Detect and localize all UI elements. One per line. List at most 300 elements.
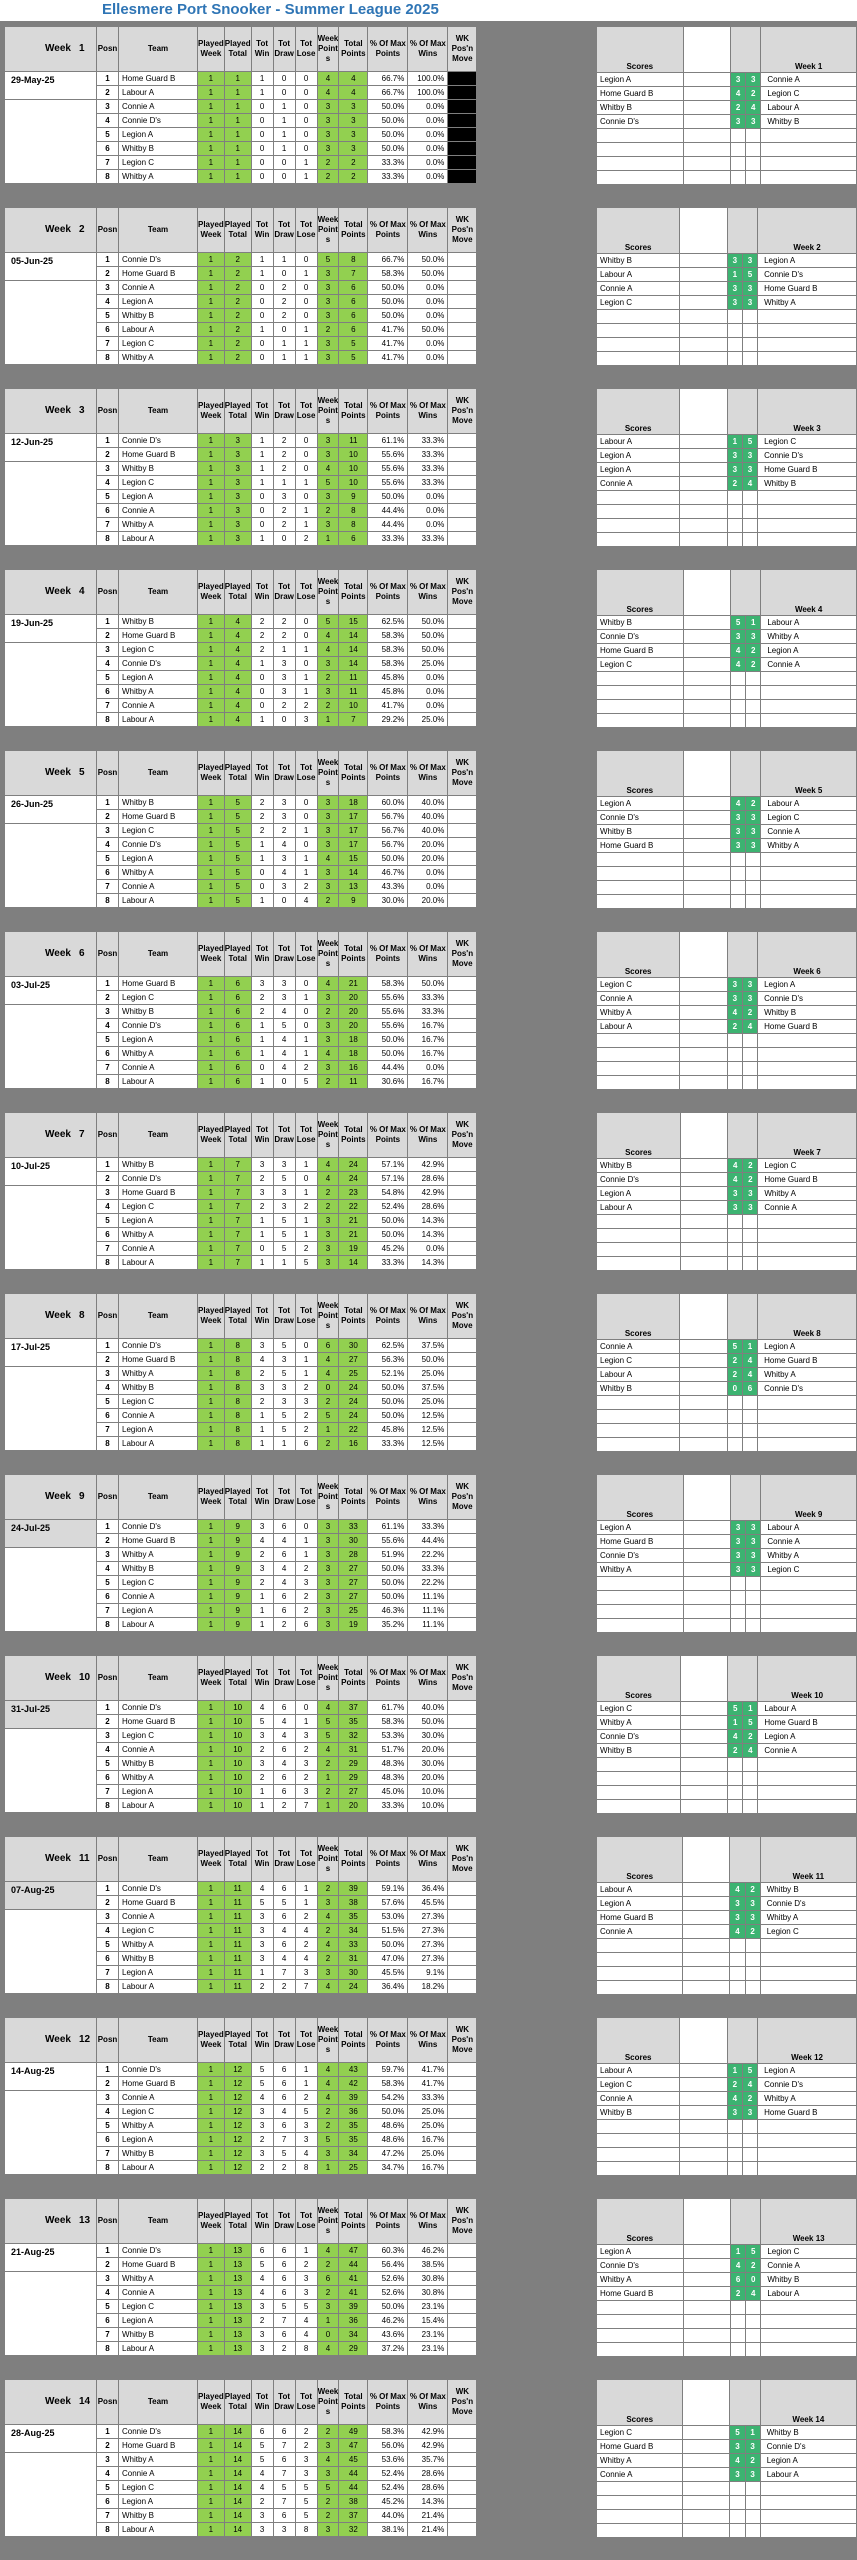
pct-wins: 0.0%: [408, 142, 448, 156]
posn: 8: [97, 2523, 119, 2537]
scores-header-mid: [727, 389, 757, 435]
played-week: 1: [198, 1548, 225, 1562]
col-header-tot-win: Tot Win: [251, 2380, 273, 2425]
col-header-total-points: Total Points: [339, 1113, 368, 1158]
pct-wins: 33.3%: [408, 2091, 448, 2105]
empty-cell: [730, 171, 745, 185]
col-header-pct-points: % Of Max Points: [368, 389, 408, 434]
tot-draw: 6: [273, 1590, 295, 1604]
away-team: Connie A: [758, 1201, 857, 1215]
tot-lose: 2: [295, 699, 317, 713]
home-team: Whitby B: [597, 254, 680, 268]
total-points: 11: [339, 671, 368, 685]
pct-wins: 50.0%: [408, 323, 448, 337]
col-header-total-points: Total Points: [339, 1837, 368, 1882]
tot-win: 5: [251, 2453, 273, 2467]
tot-win: 2: [251, 810, 273, 824]
tot-lose: 2: [295, 2091, 317, 2105]
empty-cell: [761, 129, 857, 143]
empty-cell: [746, 1619, 761, 1633]
team-name: Connie A: [119, 2286, 198, 2300]
away-score: 5: [746, 2245, 761, 2259]
team-name: Home Guard B: [119, 1534, 198, 1548]
played-total: 2: [224, 323, 251, 337]
week-number: 5: [78, 767, 85, 778]
team-name: Home Guard B: [119, 1186, 198, 1200]
empty-cell: [746, 1577, 761, 1591]
position-move: [448, 1186, 477, 1200]
posn: 1: [97, 1701, 119, 1715]
posn: 3: [97, 824, 119, 838]
total-points: 6: [339, 281, 368, 295]
position-move: [448, 351, 477, 365]
pct-wins: 20.0%: [408, 838, 448, 852]
posn: 7: [97, 2147, 119, 2161]
pct-points: 55.6%: [368, 1019, 408, 1033]
col-header-posn: Posn: [97, 1113, 119, 1158]
table-row: [5, 100, 477, 114]
col-header-tot-lose: Tot Lose: [295, 1837, 317, 1882]
played-total: 9: [224, 1548, 251, 1562]
week-word: Week: [45, 1310, 71, 1321]
week-word: Week: [45, 2034, 71, 2045]
pct-points: 46.3%: [368, 1604, 408, 1618]
empty-cell: [597, 1605, 684, 1619]
team-name: Whitby B: [119, 309, 198, 323]
week-points: 4: [317, 2063, 339, 2077]
week-number: 1: [78, 43, 85, 54]
total-points: 44: [339, 2258, 368, 2272]
position-move: [448, 615, 477, 629]
week-word: Week: [45, 224, 71, 235]
tot-win: 2: [251, 1395, 273, 1409]
tot-lose: 1: [295, 1214, 317, 1228]
col-header-played-week: Played Week: [198, 751, 225, 796]
week-points: 3: [317, 1590, 339, 1604]
table-row: [5, 2244, 477, 2258]
match-row: [597, 282, 857, 296]
tot-win: 1: [251, 894, 273, 908]
team-name: Home Guard B: [119, 1896, 198, 1910]
away-team: Legion A: [758, 2064, 857, 2078]
away-score: 5: [742, 268, 757, 282]
empty-cell: [746, 895, 761, 909]
scores-header: Scores: [597, 1475, 684, 1521]
empty-cell: [597, 2301, 684, 2315]
home-score: 4: [730, 658, 745, 672]
tot-win: 2: [251, 2495, 273, 2509]
tot-win: 1: [251, 1033, 273, 1047]
week-points: 3: [317, 1562, 339, 1576]
played-week: 1: [198, 1200, 225, 1214]
table-row: [5, 1005, 477, 1019]
col-header-pct-wins: % Of Max Wins: [408, 2380, 448, 2425]
pct-wins: 12.5%: [408, 1437, 448, 1451]
pct-points: 44.4%: [368, 504, 408, 518]
empty-row: [597, 2343, 857, 2357]
col-header-tot-lose: Tot Lose: [295, 2199, 317, 2244]
tot-draw: 1: [273, 476, 295, 490]
played-total: 6: [224, 977, 251, 991]
home-score: 3: [730, 1521, 745, 1535]
tot-lose: 2: [295, 1743, 317, 1757]
empty-row: [597, 1758, 857, 1772]
pct-points: 50.0%: [368, 1395, 408, 1409]
col-header-posn: Posn: [97, 751, 119, 796]
tot-lose: 3: [295, 1576, 317, 1590]
empty-cell: [758, 1257, 857, 1271]
tot-win: 2: [251, 1200, 273, 1214]
empty-cell: [680, 324, 727, 338]
tot-lose: 0: [295, 838, 317, 852]
team-name: Whitby A: [119, 2272, 198, 2286]
position-move: [448, 1924, 477, 1938]
standings-table: [4, 931, 477, 1089]
tot-win: 1: [251, 1047, 273, 1061]
pct-points: 66.7%: [368, 72, 408, 86]
match-row: [597, 1883, 857, 1897]
posn: 4: [97, 1743, 119, 1757]
posn: 4: [97, 838, 119, 852]
empty-cell: [758, 1034, 857, 1048]
posn: 4: [97, 2467, 119, 2481]
total-points: 19: [339, 1242, 368, 1256]
home-score: 4: [730, 644, 745, 658]
home-team: Connie D's: [597, 1730, 681, 1744]
tot-draw: 4: [273, 1033, 295, 1047]
pct-points: 50.0%: [368, 128, 408, 142]
empty-cell: [742, 2162, 757, 2176]
scores-header: Scores: [597, 208, 680, 254]
pct-wins: 16.7%: [408, 1075, 448, 1089]
col-header-played-total: Played Total: [224, 2199, 251, 2244]
played-total: 11: [224, 1952, 251, 1966]
week-points: 3: [317, 1228, 339, 1242]
pct-points: 55.6%: [368, 448, 408, 462]
score-spacer: [680, 2078, 727, 2092]
score-spacer: [680, 992, 727, 1006]
week-date: 19-Jun-25: [5, 615, 97, 643]
week-points: 2: [317, 1005, 339, 1019]
team-name: Connie D's: [119, 2063, 198, 2077]
total-points: 15: [339, 852, 368, 866]
home-team: Legion A: [597, 449, 680, 463]
empty-cell: [597, 2343, 684, 2357]
played-week: 1: [198, 2133, 225, 2147]
tot-draw: 3: [273, 991, 295, 1005]
tot-draw: 6: [273, 1604, 295, 1618]
posn: 5: [97, 1214, 119, 1228]
empty-cell: [743, 1772, 758, 1786]
away-score: 3: [746, 1549, 761, 1563]
match-row: [597, 1897, 857, 1911]
played-week: 1: [198, 1228, 225, 1242]
week-date: 21-Aug-25: [5, 2244, 97, 2272]
empty-cell: [746, 157, 761, 171]
total-points: 17: [339, 838, 368, 852]
away-team: Connie A: [761, 825, 857, 839]
played-week: 1: [198, 2314, 225, 2328]
away-team: Legion C: [760, 1925, 856, 1939]
position-move: [448, 894, 477, 908]
home-team: Whitby A: [597, 1716, 681, 1730]
scores-header: Scores: [597, 751, 684, 797]
empty-cell: [683, 700, 730, 714]
home-team: Labour A: [597, 1368, 680, 1382]
empty-cell: [683, 2301, 730, 2315]
total-points: 14: [339, 657, 368, 671]
empty-cell: [742, 1424, 757, 1438]
standings-table: [4, 569, 477, 727]
empty-cell: [597, 2510, 683, 2524]
tot-lose: 2: [295, 1381, 317, 1395]
col-header-played-week: Played Week: [198, 1475, 225, 1520]
table-row: [5, 643, 477, 657]
pct-points: 59.7%: [368, 2063, 408, 2077]
away-score: 3: [746, 839, 761, 853]
team-name: Whitby A: [119, 2453, 198, 2467]
pct-wins: 0.0%: [408, 337, 448, 351]
match-row: [597, 463, 857, 477]
home-team: Home Guard B: [597, 1911, 683, 1925]
pct-points: 45.0%: [368, 1785, 408, 1799]
position-move: [448, 1910, 477, 1924]
posn: 5: [97, 1033, 119, 1047]
position-move: [448, 2342, 477, 2356]
tot-lose: 1: [295, 504, 317, 518]
week-block: [0, 383, 857, 556]
empty-cell: [743, 1243, 758, 1257]
empty-cell: [683, 129, 730, 143]
empty-row: [597, 2510, 857, 2524]
played-total: 13: [224, 2300, 251, 2314]
score-spacer: [683, 825, 730, 839]
empty-cell: [742, 1034, 757, 1048]
empty-row: [597, 1076, 857, 1090]
played-total: 11: [224, 1896, 251, 1910]
pct-points: 50.0%: [368, 852, 408, 866]
home-team: Home Guard B: [597, 644, 684, 658]
pct-wins: 33.3%: [408, 1562, 448, 1576]
tot-lose: 2: [295, 1061, 317, 1075]
col-header-tot-draw: Tot Draw: [273, 389, 295, 434]
pct-points: 41.7%: [368, 337, 408, 351]
away-team: Labour A: [761, 101, 857, 115]
col-header-wk-move: WK Pos'n Move: [448, 389, 477, 434]
pct-wins: 25.0%: [408, 2147, 448, 2161]
col-header-tot-lose: Tot Lose: [295, 1294, 317, 1339]
col-header-team: Team: [119, 570, 198, 615]
empty-cell: [761, 171, 857, 185]
score-spacer: [683, 1535, 730, 1549]
tot-draw: 4: [273, 1924, 295, 1938]
posn: 1: [97, 977, 119, 991]
team-name: Home Guard B: [119, 629, 198, 643]
empty-cell: [681, 1257, 728, 1271]
played-week: 1: [198, 1172, 225, 1186]
played-week: 1: [198, 1423, 225, 1437]
match-row: [597, 797, 857, 811]
tot-win: 0: [251, 128, 273, 142]
played-week: 1: [198, 894, 225, 908]
scores-header-blank: [683, 570, 730, 616]
col-header-team: Team: [119, 2199, 198, 2244]
tot-win: 2: [251, 2133, 273, 2147]
empty-cell: [683, 2524, 730, 2538]
empty-cell: [730, 1577, 745, 1591]
away-team: Connie D's: [760, 2440, 856, 2454]
posn: 4: [97, 1381, 119, 1395]
empty-cell: [683, 853, 730, 867]
team-name: Whitby A: [119, 170, 198, 184]
week-word: Week: [45, 767, 71, 778]
tot-lose: 0: [295, 309, 317, 323]
position-move: [448, 253, 477, 267]
empty-cell: [761, 895, 857, 909]
team-name: Whitby B: [119, 1952, 198, 1966]
posn: 2: [97, 267, 119, 281]
pct-wins: 28.6%: [408, 2467, 448, 2481]
pct-points: 48.6%: [368, 2119, 408, 2133]
match-row: [597, 1702, 857, 1716]
empty-cell: [597, 1034, 680, 1048]
date-spacer: [5, 2272, 97, 2356]
tot-win: 3: [251, 1158, 273, 1172]
pct-wins: 25.0%: [408, 1367, 448, 1381]
away-score: 4: [742, 2078, 757, 2092]
match-row: [597, 839, 857, 853]
home-team: Connie A: [597, 1925, 683, 1939]
away-team: Legion C: [761, 2245, 857, 2259]
tot-draw: 0: [273, 532, 295, 546]
empty-cell: [727, 533, 742, 547]
tot-lose: 0: [295, 86, 317, 100]
col-header-played-week: Played Week: [198, 27, 225, 72]
empty-cell: [597, 1396, 680, 1410]
tot-draw: 4: [273, 1576, 295, 1590]
pct-wins: 30.0%: [408, 1729, 448, 1743]
pct-points: 43.3%: [368, 880, 408, 894]
score-spacer: [680, 463, 727, 477]
played-week: 1: [198, 1075, 225, 1089]
total-points: 34: [339, 2328, 368, 2342]
tot-win: 4: [251, 1701, 273, 1715]
date-spacer: [5, 100, 97, 184]
week-date: 14-Aug-25: [5, 2063, 97, 2091]
week-points: 2: [317, 1075, 339, 1089]
score-spacer: [681, 1159, 728, 1173]
played-week: 1: [198, 657, 225, 671]
empty-cell: [680, 505, 727, 519]
empty-cell: [597, 324, 680, 338]
posn: 3: [97, 1548, 119, 1562]
tot-win: 2: [251, 1980, 273, 1994]
empty-cell: [730, 143, 745, 157]
empty-cell: [742, 533, 757, 547]
scores-week-title: Week 9: [761, 1475, 857, 1521]
away-score: 2: [743, 1173, 758, 1187]
empty-cell: [597, 1048, 680, 1062]
tot-win: 5: [251, 2063, 273, 2077]
score-spacer: [680, 2092, 727, 2106]
pct-points: 50.0%: [368, 1576, 408, 1590]
score-spacer: [680, 477, 727, 491]
home-team: Connie D's: [597, 1173, 681, 1187]
col-header-tot-draw: Tot Draw: [273, 2018, 295, 2063]
tot-win: 3: [251, 2523, 273, 2537]
posn: 5: [97, 2481, 119, 2495]
pct-wins: 41.7%: [408, 2063, 448, 2077]
played-total: 6: [224, 1075, 251, 1089]
empty-cell: [761, 686, 857, 700]
col-header-pct-points: % Of Max Points: [368, 1113, 408, 1158]
home-score: 5: [728, 1702, 743, 1716]
tot-win: 1: [251, 1075, 273, 1089]
pct-wins: 14.3%: [408, 1214, 448, 1228]
home-score: 3: [727, 282, 742, 296]
away-score: 3: [746, 1521, 761, 1535]
played-week: 1: [198, 281, 225, 295]
home-score: 4: [730, 797, 745, 811]
played-total: 9: [224, 1576, 251, 1590]
tot-lose: 4: [295, 2314, 317, 2328]
empty-cell: [597, 853, 684, 867]
team-name: Whitby B: [119, 2328, 198, 2342]
pct-wins: 28.6%: [408, 1172, 448, 1186]
home-score: 4: [730, 87, 745, 101]
week-points: 1: [317, 1799, 339, 1813]
col-header-team: Team: [119, 932, 198, 977]
empty-cell: [730, 895, 745, 909]
total-points: 9: [339, 490, 368, 504]
empty-cell: [746, 2329, 761, 2343]
team-name: Connie A: [119, 699, 198, 713]
pct-points: 50.0%: [368, 100, 408, 114]
team-name: Whitby B: [119, 462, 198, 476]
scores-table: [596, 931, 857, 1090]
empty-cell: [683, 2510, 730, 2524]
team-name: Connie A: [119, 281, 198, 295]
home-team: Whitby B: [597, 1382, 680, 1396]
empty-cell: [683, 2482, 730, 2496]
tot-lose: 2: [295, 1242, 317, 1256]
played-total: 14: [224, 2495, 251, 2509]
team-name: Labour A: [119, 1980, 198, 1994]
home-team: Labour A: [597, 435, 680, 449]
total-points: 2: [339, 156, 368, 170]
pct-points: 58.3%: [368, 2077, 408, 2091]
empty-cell: [683, 2343, 730, 2357]
position-move: [448, 2481, 477, 2495]
score-spacer: [680, 1340, 727, 1354]
tot-win: 0: [251, 337, 273, 351]
col-header-posn: Posn: [97, 1837, 119, 1882]
pct-points: 45.5%: [368, 1966, 408, 1980]
empty-row: [597, 1981, 857, 1995]
total-points: 30: [339, 1534, 368, 1548]
empty-cell: [730, 1619, 745, 1633]
posn: 2: [97, 2258, 119, 2272]
pct-points: 57.1%: [368, 1158, 408, 1172]
tot-draw: 4: [273, 838, 295, 852]
empty-cell: [730, 2496, 745, 2510]
scores-header-mid: [730, 27, 760, 73]
col-header-wk-move: WK Pos'n Move: [448, 2199, 477, 2244]
tot-win: 1: [251, 713, 273, 727]
score-spacer: [683, 1911, 730, 1925]
pct-points: 51.9%: [368, 1548, 408, 1562]
tot-win: 1: [251, 448, 273, 462]
